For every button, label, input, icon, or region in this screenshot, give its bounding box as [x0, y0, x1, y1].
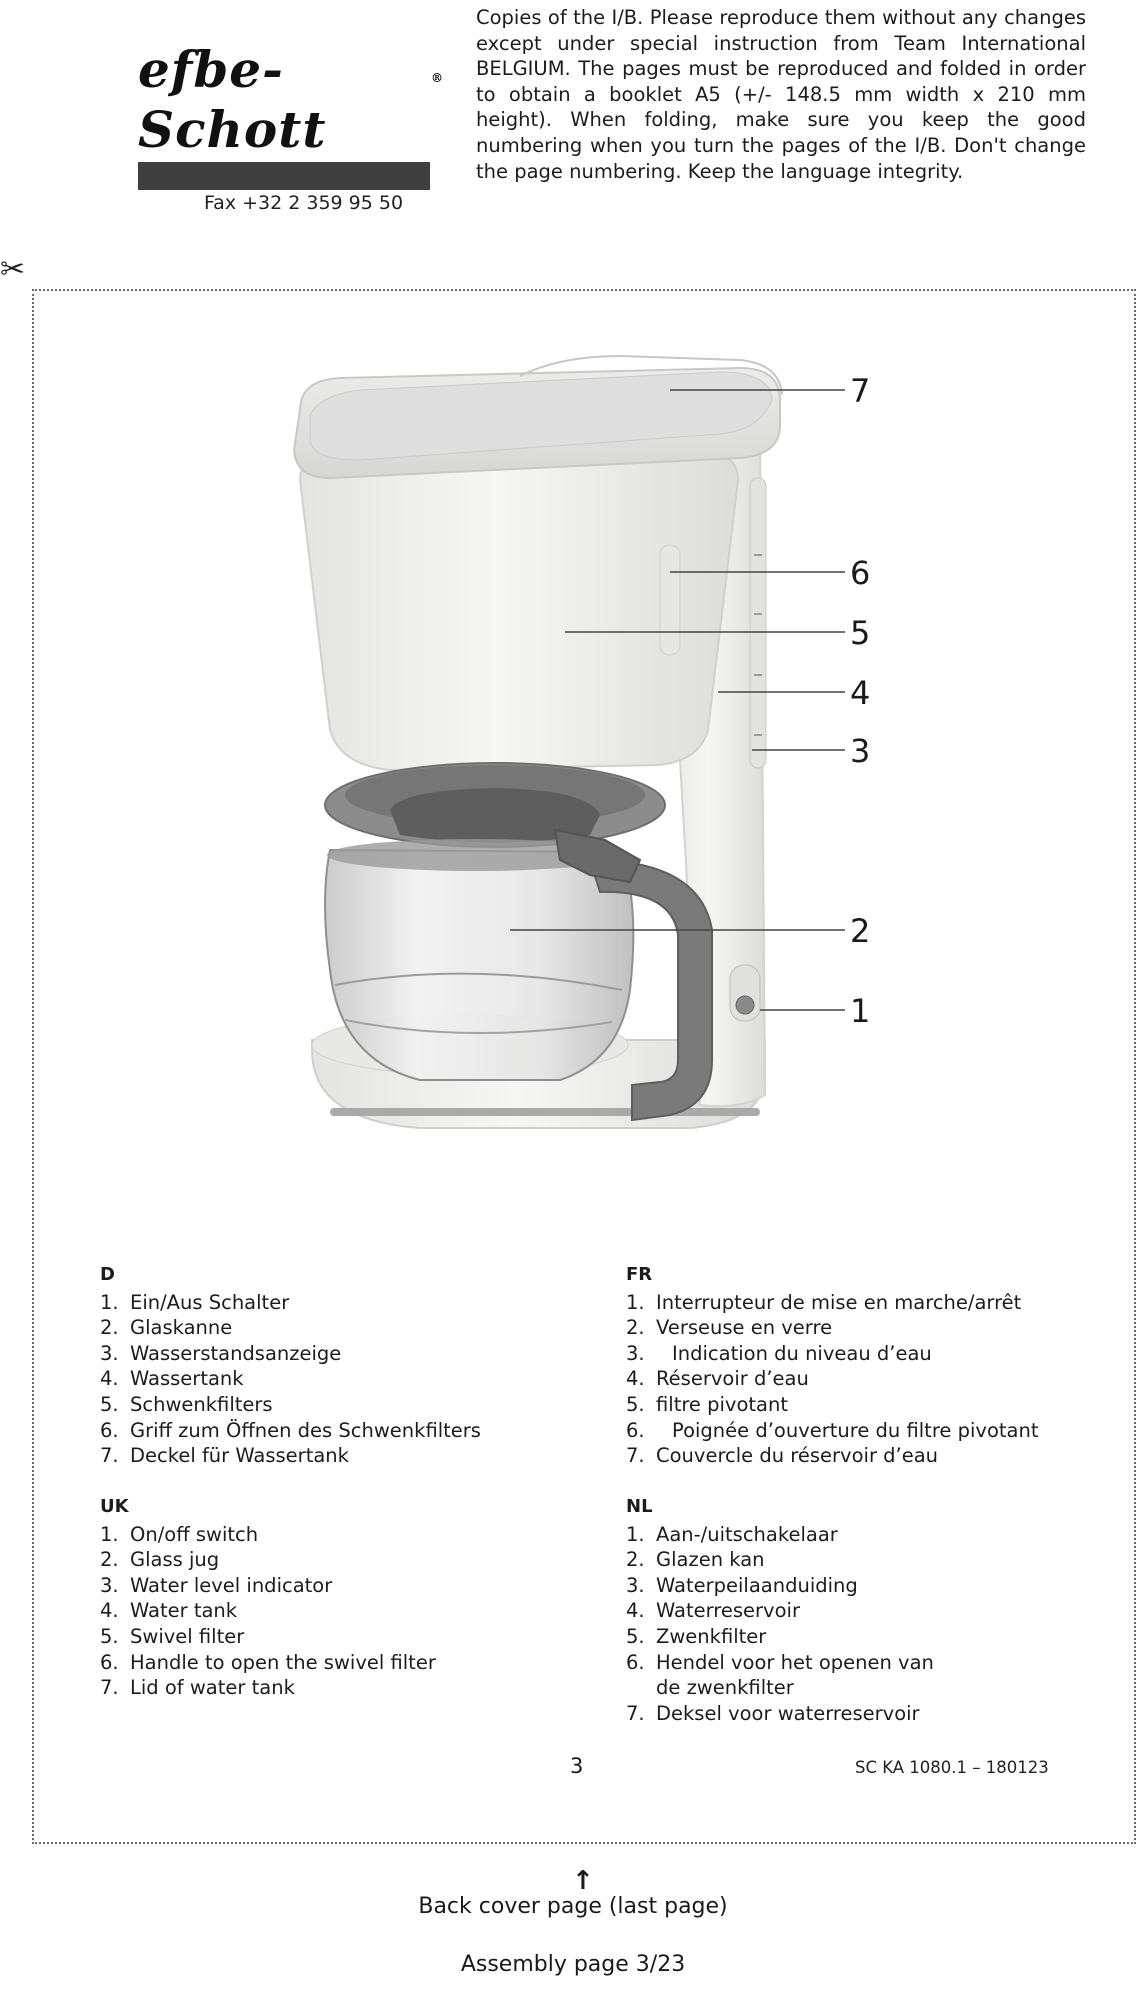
power-switch-button	[736, 996, 754, 1014]
list-item: 2. Glaskanne	[100, 1316, 233, 1340]
list-item: 5. filtre pivotant	[626, 1392, 788, 1416]
callout-2: 2	[850, 912, 871, 950]
list-item: 2. Verseuse en verre	[626, 1316, 833, 1340]
parts-list-uk	[100, 1494, 570, 1701]
assembly-page-note: Assembly page 3/23	[460, 1952, 686, 1977]
callout-6: 6	[850, 554, 871, 592]
list-item: 2. Glass jug	[100, 1548, 220, 1572]
list-item: 7. Deckel für Wassertank	[100, 1444, 349, 1468]
list-heading: UK	[100, 1496, 129, 1517]
page-number: 3	[570, 1754, 584, 1778]
list-heading: NL	[626, 1496, 653, 1517]
parts-list-nl	[626, 1494, 956, 1726]
scissors-icon: ✂	[0, 252, 26, 287]
reproduction-instructions: Copies of the I/B. Please reproduce them without any changes except under special instruction from Team International BELGIUM. The pages must be reproduced and folded in order to obtain a booklet A5 (+/- 148.5 mm width x 210 mm height). When folding, make sure you keep the good numbering when you turn the pages of the I/B. Don't change the page numbering. Keep the language integrity.	[476, 6, 1086, 183]
list-item: 1. On/off switch	[100, 1522, 259, 1546]
brand-name: efbe-Schott ®	[138, 40, 444, 159]
tank-handle-strip	[660, 545, 680, 655]
list-item: 3. Wasserstandsanzeige	[100, 1341, 342, 1365]
callout-1: 1	[850, 992, 871, 1030]
list-item: 5. Schwenkfilters	[100, 1392, 273, 1416]
list-item: 4. Waterreservoir	[626, 1599, 800, 1623]
list-item: 6. Hendel voor het openen van de zwenkfilter	[626, 1650, 934, 1700]
list-item: 4. Réservoir d’eau	[626, 1367, 809, 1391]
parts-list-de	[100, 1262, 570, 1469]
list-item: 4. Wassertank	[100, 1367, 244, 1391]
list-item: 4. Water tank	[100, 1599, 238, 1623]
list-heading: D	[100, 1264, 115, 1285]
list-item: 1. Interrupteur de mise en marche/arrêt	[626, 1290, 1022, 1314]
list-item: 6. Griff zum Öffnen des Schwenkfilters	[100, 1418, 481, 1442]
fax-number: Fax +32 2 359 95 50	[204, 192, 404, 214]
registered-mark: ®	[431, 71, 444, 85]
list-item: 3. Waterpeilaanduiding	[626, 1573, 858, 1597]
document-code: SC KA 1080.1 – 180123	[855, 1758, 1049, 1777]
list-item: 3. Indication du niveau d’eau	[626, 1341, 932, 1365]
callout-3: 3	[850, 732, 871, 770]
list-item: 7. Lid of water tank	[100, 1676, 295, 1700]
glass-jug	[325, 850, 633, 1080]
list-item: 1. Aan-/uitschakelaar	[626, 1522, 838, 1546]
list-item: 3. Water level indicator	[100, 1573, 333, 1597]
list-item: 5. Swivel filter	[100, 1624, 245, 1648]
list-heading: FR	[626, 1264, 653, 1285]
arrow-up-icon: ↑	[572, 1866, 594, 1896]
list-item: 7. Deksel voor waterreservoir	[626, 1701, 920, 1725]
callout-4: 4	[850, 674, 871, 712]
list-item: 1. Ein/Aus Schalter	[100, 1290, 290, 1314]
water-level-window	[750, 478, 766, 768]
callout-7: 7	[850, 372, 871, 410]
foot-strip	[330, 1108, 760, 1116]
list-item: 6. Handle to open the swivel filter	[100, 1650, 436, 1674]
list-item: 5. Zwenkfilter	[626, 1624, 767, 1648]
callout-5: 5	[850, 614, 871, 652]
list-item: 2. Glazen kan	[626, 1548, 765, 1572]
list-item: 7. Couvercle du réservoir d’eau	[626, 1444, 939, 1468]
parts-list-fr	[626, 1262, 1086, 1469]
list-item: 6. Poignée d’ouverture du filtre pivotant	[626, 1418, 1039, 1442]
back-cover-note: Back cover page (last page)	[418, 1894, 728, 1919]
